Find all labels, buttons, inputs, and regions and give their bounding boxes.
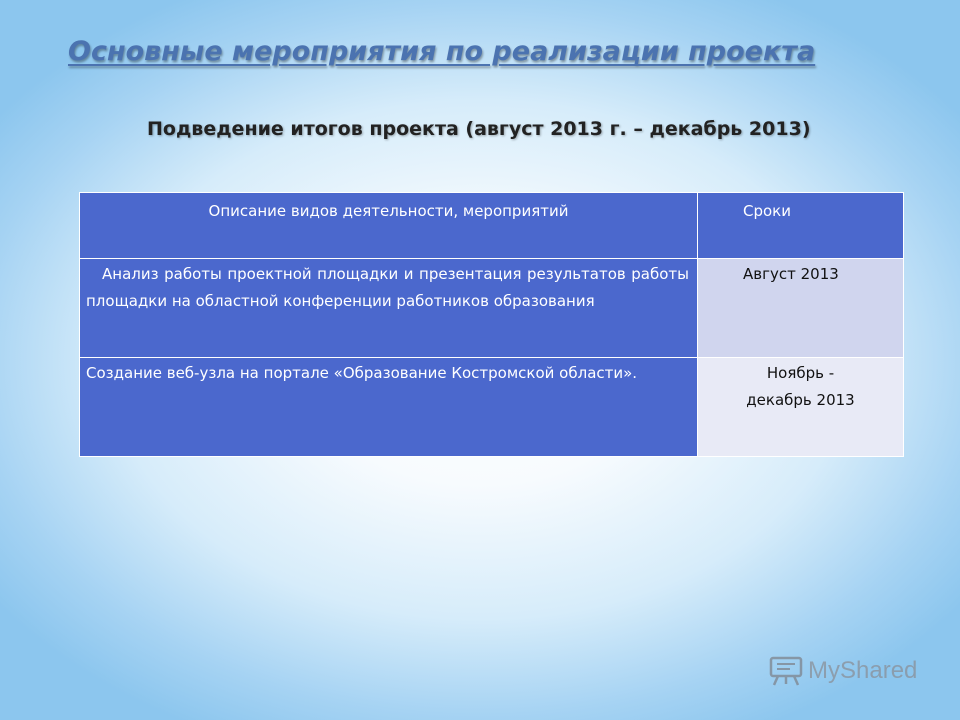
activities-table: [79, 192, 904, 457]
presentation-board-icon: [768, 656, 804, 686]
row-description: Создание веб-узла на портале «Образование Костромской области».: [80, 358, 698, 457]
table-row: [80, 358, 904, 457]
row-period: Август 2013: [698, 259, 904, 358]
myshared-watermark: [768, 656, 917, 686]
header-description: Описание видов деятельности, мероприятий: [80, 193, 698, 259]
table-row: [80, 259, 904, 358]
row-period-text: Ноябрь - декабрь 2013: [746, 364, 855, 409]
row-period: [698, 358, 904, 457]
slide-title: Основные мероприятия по реализации проекта: [68, 36, 816, 67]
watermark-brand: MyShared: [808, 657, 918, 684]
row-description: Анализ работы проектной площадки и презентация результатов работы площадки на областной конференции работников образования: [80, 259, 698, 358]
table-header-row: [80, 193, 904, 259]
header-period: Сроки: [698, 193, 904, 259]
slide-subtitle: Подведение итогов проекта (август 2013 г. – декабрь 2013): [147, 118, 811, 140]
